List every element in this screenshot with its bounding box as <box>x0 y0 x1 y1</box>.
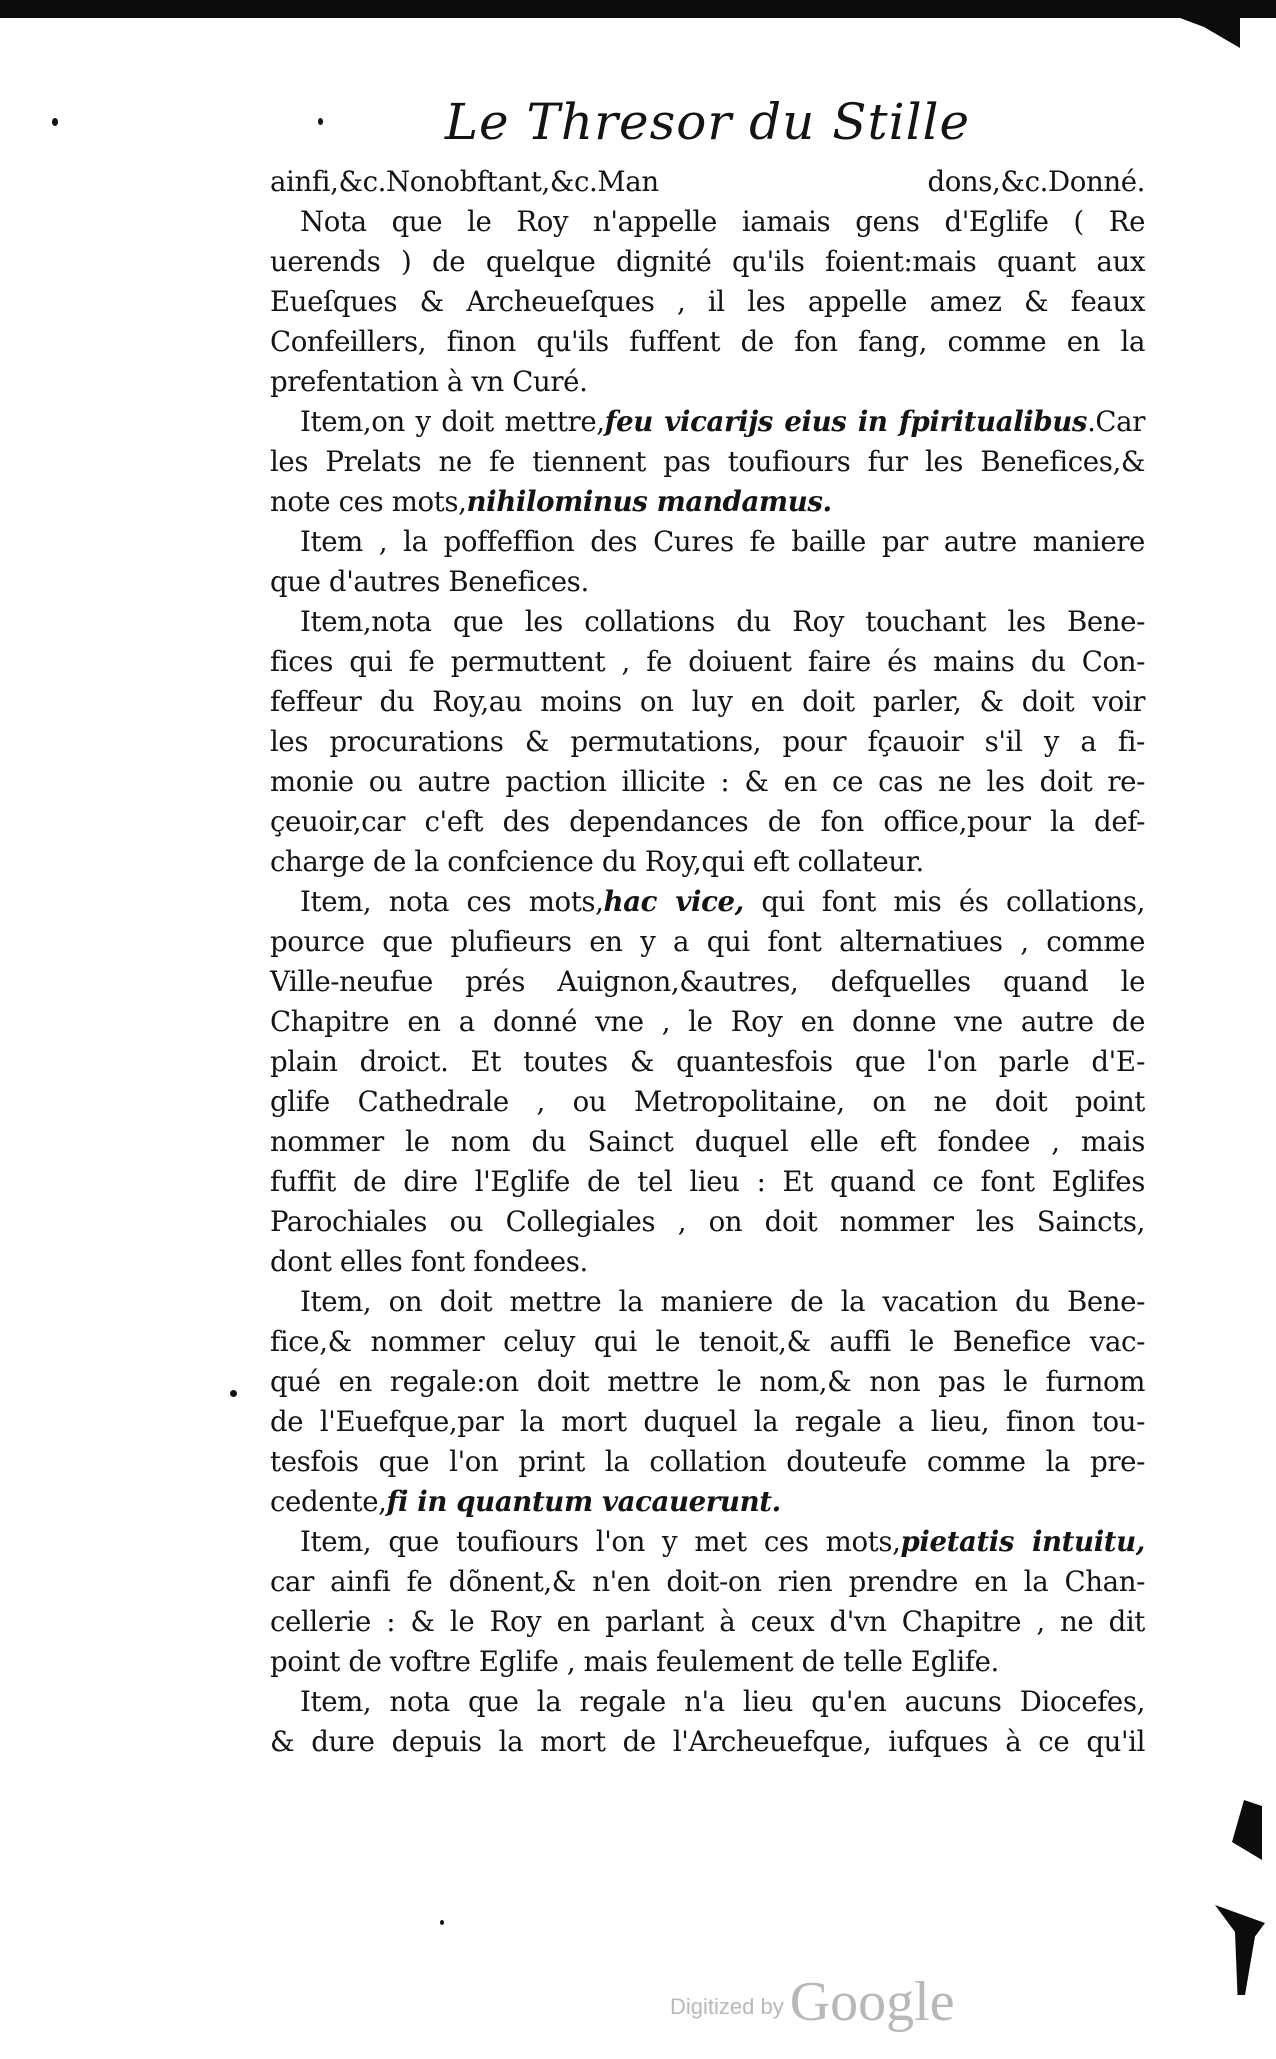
text-line: dont elles font fondees. <box>270 1245 588 1278</box>
text-line: pource que plufieurs en y a qui font alternatiues , comme <box>270 925 1145 958</box>
text-line: plain droict. Et toutes & quantesfois que l'on parle d'E- <box>270 1045 1145 1078</box>
text-line <box>270 1482 1145 1522</box>
text-line: que d'autres Benefices. <box>270 565 589 598</box>
text-line: Parochiales ou Collegiales , on doit nommer les Saincts, <box>270 1205 1145 1238</box>
text-line: monie ou autre paction illicite : & en ce cas ne les doit re- <box>270 765 1145 798</box>
scan-speck <box>52 118 58 126</box>
text-line: Item , la poffeffion des Cures fe baille par autre maniere <box>300 525 1145 558</box>
scan-corner-mark <box>1180 18 1240 48</box>
text-line: cellerie : & le Roy en parlant à ceux d'vn Chapitre , ne dit <box>270 1605 1145 1638</box>
text-line: çeuoir,car c'eft des dependances de fon office,pour la def- <box>270 805 1145 838</box>
text-line: tesfois que l'on print la collation douteufe comme la pre- <box>270 1445 1145 1478</box>
scan-speck <box>440 1920 444 1925</box>
text-line: Eueſques & Archeueſques , il les appelle amez & feaux <box>270 285 1145 318</box>
italic-phrase: feu vicarijs eius in fpiritualibus <box>604 405 1088 438</box>
book-page <box>270 90 1145 1762</box>
scan-speck <box>318 118 323 125</box>
watermark-prefix: Digitized by <box>670 1994 784 2019</box>
text-fragment: Item, que toufiours l'on y met ces mots, <box>300 1525 901 1558</box>
text-line: les procurations & permutations, pour fçauoir s'il y a fi- <box>270 725 1145 758</box>
italic-phrase: nihilominus mandamus. <box>466 485 832 518</box>
scan-speck <box>230 1390 237 1397</box>
text-line: Item,nota que les collations du Roy touchant les Bene- <box>300 605 1145 638</box>
text-fragment: note ces mots, <box>270 485 467 518</box>
text-line: Item, nota que la regale n'a lieu qu'en aucuns Diocefes, <box>300 1685 1145 1718</box>
text-line: glife Cathedrale , ou Metropolitaine, on ne doit point <box>270 1085 1145 1118</box>
text-line: feffeur du Roy,au moins on luy en doit parler, & doit voir <box>270 685 1145 718</box>
text-line: Chapitre en a donné vne , le Roy en donne vne autre de <box>270 1005 1145 1038</box>
text-line <box>270 1522 1145 1562</box>
running-head: Le Thresor du Stille <box>444 93 971 151</box>
scan-top-border <box>0 0 1276 18</box>
text-fragment: qui font mis és collations, <box>743 885 1145 918</box>
page-body <box>270 162 1145 1762</box>
text-line: les Prelats ne fe tiennent pas toufiours fur les Benefices,& <box>270 445 1145 478</box>
text-line: ainfi,&c.Nonobftant,&c.Man dons,&c.Donné. <box>270 165 1145 198</box>
text-line: prefentation à vn Curé. <box>270 365 588 398</box>
text-line: point de voftre Eglife , mais feulement de telle Eglife. <box>270 1645 999 1678</box>
italic-phrase: fi in quantum vacauerunt. <box>386 1485 781 1518</box>
text-line: Ville-neufue prés Auignon,&autres, defquelles quand le <box>270 965 1145 998</box>
text-line: & dure depuis la mort de l'Archeuefque, iufques à ce qu'il <box>270 1725 1145 1758</box>
text-line: nommer le nom du Sainct duquel elle eft fondee , mais <box>270 1125 1145 1158</box>
text-line: fices qui fe permuttent , fe doiuent faire és mains du Con- <box>270 645 1145 678</box>
italic-phrase: hac vice, <box>603 885 744 918</box>
text-line: Item, on doit mettre la maniere de la vacation du Bene- <box>300 1285 1145 1318</box>
italic-phrase: pietatis intuitu, <box>900 1525 1145 1558</box>
text-line: fice,& nommer celuy qui le tenoit,& auffi le Benefice vac- <box>270 1325 1145 1358</box>
text-line: Nota que le Roy n'appelle iamais gens d'Eglife ( Re <box>300 205 1145 238</box>
text-line: Confeillers, finon qu'ils fuffent de fon fang, comme en la <box>270 325 1145 358</box>
text-fragment: Item, nota ces mots, <box>300 885 604 918</box>
text-fragment: cedente, <box>270 1485 387 1518</box>
text-line: qué en regale:on doit mettre le nom,& non pas le furnom <box>270 1365 1145 1398</box>
scan-edge-mark <box>1215 1905 1265 1995</box>
text-line: de l'Euefque,par la mort duquel la regale a lieu, finon tou- <box>270 1405 1145 1438</box>
text-line: charge de la confcience du Roy,qui eft collateur. <box>270 845 924 878</box>
text-line <box>270 402 1145 442</box>
scan-edge-mark <box>1232 1800 1262 1860</box>
google-watermark <box>670 1970 955 2034</box>
text-line: fuffit de dire l'Eglife de tel lieu : Et quand ce font Eglifes <box>270 1165 1145 1198</box>
text-line: uerends ) de quelque dignité qu'ils foient:mais quant aux <box>270 245 1145 278</box>
text-fragment: .Car <box>1087 405 1145 438</box>
text-line: car ainfi fe dõnent,& n'en doit-on rien prendre en la Chan- <box>270 1565 1145 1598</box>
text-line <box>270 882 1145 922</box>
text-line <box>270 482 1145 522</box>
text-fragment: Item,on y doit mettre, <box>300 405 605 438</box>
watermark-brand: Google <box>789 1971 955 2033</box>
